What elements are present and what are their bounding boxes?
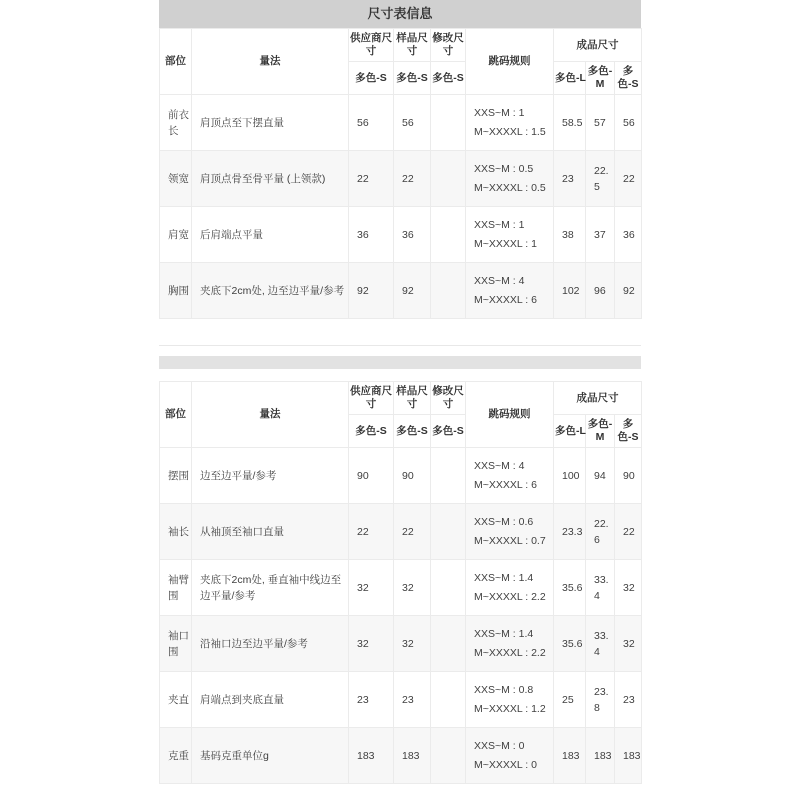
- header-finished-size: 成品尺寸: [554, 29, 642, 62]
- cell-finished-l: 102: [554, 263, 586, 319]
- header-finished-variant-s: 多色-S: [615, 62, 642, 95]
- table-row: [160, 448, 642, 504]
- cell-finished-s: 92: [615, 263, 642, 319]
- size-table-bottom: [159, 381, 642, 784]
- cell-method: 边至边平量/参考: [192, 448, 349, 504]
- cell-sample-size: 56: [394, 95, 431, 151]
- cell-grading-rule: XXS~M : 4 M~XXXXL : 6: [466, 448, 554, 504]
- cell-part: 夹直: [160, 672, 192, 728]
- cell-finished-s: 22: [615, 151, 642, 207]
- table-body: [160, 448, 642, 784]
- cell-finished-l: 35.6: [554, 616, 586, 672]
- cell-finished-s: 32: [615, 560, 642, 616]
- cell-finished-l: 38: [554, 207, 586, 263]
- header-grading-rule: 跳码规则: [466, 29, 554, 95]
- cell-modified-size: [431, 672, 466, 728]
- cell-grading-rule: XXS~M : 0 M~XXXXL : 0: [466, 728, 554, 784]
- header-sample-variant: 多色-S: [394, 62, 431, 95]
- cell-part: 克重: [160, 728, 192, 784]
- table-row: [160, 151, 642, 207]
- cell-method: 肩顶点至下摆直量: [192, 95, 349, 151]
- cell-supplier-size: 22: [349, 504, 394, 560]
- cell-finished-l: 35.6: [554, 560, 586, 616]
- cell-grading-rule: XXS~M : 0.5 M~XXXXL : 0.5: [466, 151, 554, 207]
- cell-supplier-size: 22: [349, 151, 394, 207]
- header-finished-variant-l: 多色-L: [554, 415, 586, 448]
- cell-grading-rule: XXS~M : 1 M~XXXXL : 1: [466, 207, 554, 263]
- cell-finished-s: 32: [615, 616, 642, 672]
- cell-supplier-size: 23: [349, 672, 394, 728]
- header-part: 部位: [160, 29, 192, 95]
- header-supplier-variant: 多色-S: [349, 415, 394, 448]
- cell-modified-size: [431, 263, 466, 319]
- cell-finished-l: 58.5: [554, 95, 586, 151]
- section-divider-line: [159, 345, 641, 346]
- cell-sample-size: 23: [394, 672, 431, 728]
- header-method: 量法: [192, 29, 349, 95]
- cell-finished-m: 57: [586, 95, 615, 151]
- cell-method: 夹底下2cm处, 垂直袖中线边至边平量/参考: [192, 560, 349, 616]
- cell-finished-m: 22.5: [586, 151, 615, 207]
- cell-sample-size: 32: [394, 560, 431, 616]
- header-finished-variant-m: 多色-M: [586, 62, 615, 95]
- cell-part: 袖臂围: [160, 560, 192, 616]
- cell-method: 肩端点到夹底直量: [192, 672, 349, 728]
- cell-modified-size: [431, 728, 466, 784]
- cell-sample-size: 183: [394, 728, 431, 784]
- cell-method: 从袖顶至袖口直量: [192, 504, 349, 560]
- cell-grading-rule: XXS~M : 1.4 M~XXXXL : 2.2: [466, 560, 554, 616]
- table-row: [160, 672, 642, 728]
- cell-method: 基码克重单位g: [192, 728, 349, 784]
- cell-modified-size: [431, 616, 466, 672]
- size-chart-content: [159, 0, 641, 784]
- table-row: [160, 207, 642, 263]
- cell-supplier-size: 56: [349, 95, 394, 151]
- cell-finished-s: 90: [615, 448, 642, 504]
- cell-finished-s: 23: [615, 672, 642, 728]
- header-finished-variant-l: 多色-L: [554, 62, 586, 95]
- cell-modified-size: [431, 504, 466, 560]
- table-row: [160, 560, 642, 616]
- cell-grading-rule: XXS~M : 1.4 M~XXXXL : 2.2: [466, 616, 554, 672]
- cell-supplier-size: 32: [349, 560, 394, 616]
- cell-finished-m: 33.4: [586, 616, 615, 672]
- cell-sample-size: 90: [394, 448, 431, 504]
- cell-finished-s: 36: [615, 207, 642, 263]
- header-method: 量法: [192, 382, 349, 448]
- table-row: [160, 616, 642, 672]
- header-finished-variant-m: 多色-M: [586, 415, 615, 448]
- header-finished-variant-s: 多色-S: [615, 415, 642, 448]
- cell-part: 袖口围: [160, 616, 192, 672]
- header-modified-variant: 多色-S: [431, 415, 466, 448]
- cell-supplier-size: 92: [349, 263, 394, 319]
- size-chart-title-bar: 尺寸表信息: [159, 0, 641, 28]
- header-part: 部位: [160, 382, 192, 448]
- cell-supplier-size: 183: [349, 728, 394, 784]
- cell-supplier-size: 36: [349, 207, 394, 263]
- cell-finished-l: 23.3: [554, 504, 586, 560]
- cell-finished-l: 100: [554, 448, 586, 504]
- cell-sample-size: 92: [394, 263, 431, 319]
- header-sample-size: 样品尺寸: [394, 29, 431, 62]
- cell-method: 后肩端点平量: [192, 207, 349, 263]
- cell-method: 沿袖口边至边平量/参考: [192, 616, 349, 672]
- header-sample-variant: 多色-S: [394, 415, 431, 448]
- cell-finished-s: 22: [615, 504, 642, 560]
- cell-finished-m: 96: [586, 263, 615, 319]
- header-modified-size: 修改尺寸: [431, 29, 466, 62]
- cell-finished-s: 183: [615, 728, 642, 784]
- cell-finished-l: 25: [554, 672, 586, 728]
- header-supplier-size: 供应商尺寸: [349, 29, 394, 62]
- header-finished-size: 成品尺寸: [554, 382, 642, 415]
- cell-finished-s: 56: [615, 95, 642, 151]
- cell-modified-size: [431, 560, 466, 616]
- size-table-top: [159, 28, 642, 319]
- cell-method: 夹底下2cm处, 边至边平量/参考: [192, 263, 349, 319]
- cell-part: 领宽: [160, 151, 192, 207]
- table-row: [160, 504, 642, 560]
- cell-sample-size: 36: [394, 207, 431, 263]
- cell-sample-size: 22: [394, 151, 431, 207]
- cell-modified-size: [431, 151, 466, 207]
- cell-part: 摆围: [160, 448, 192, 504]
- table-row: [160, 95, 642, 151]
- cell-finished-m: 22.6: [586, 504, 615, 560]
- cell-finished-m: 94: [586, 448, 615, 504]
- header-modified-size: 修改尺寸: [431, 382, 466, 415]
- cell-grading-rule: XXS~M : 0.6 M~XXXXL : 0.7: [466, 504, 554, 560]
- cell-sample-size: 32: [394, 616, 431, 672]
- cell-modified-size: [431, 448, 466, 504]
- cell-sample-size: 22: [394, 504, 431, 560]
- cell-finished-l: 183: [554, 728, 586, 784]
- header-supplier-variant: 多色-S: [349, 62, 394, 95]
- table-header: [160, 29, 642, 95]
- table-row: [160, 728, 642, 784]
- header-sample-size: 样品尺寸: [394, 382, 431, 415]
- cell-part: 袖长: [160, 504, 192, 560]
- header-supplier-size: 供应商尺寸: [349, 382, 394, 415]
- cell-part: 前衣长: [160, 95, 192, 151]
- cell-part: 胸围: [160, 263, 192, 319]
- cell-modified-size: [431, 95, 466, 151]
- cell-finished-m: 183: [586, 728, 615, 784]
- table-body: [160, 95, 642, 319]
- table-header: [160, 382, 642, 448]
- cell-supplier-size: 32: [349, 616, 394, 672]
- cell-finished-m: 33.4: [586, 560, 615, 616]
- section-divider-bar: [159, 356, 641, 369]
- cell-grading-rule: XXS~M : 1 M~XXXXL : 1.5: [466, 95, 554, 151]
- table-row: [160, 263, 642, 319]
- cell-modified-size: [431, 207, 466, 263]
- cell-part: 肩宽: [160, 207, 192, 263]
- cell-method: 肩顶点骨至骨平量 (上领款): [192, 151, 349, 207]
- cell-grading-rule: XXS~M : 4 M~XXXXL : 6: [466, 263, 554, 319]
- cell-supplier-size: 90: [349, 448, 394, 504]
- cell-finished-m: 23.8: [586, 672, 615, 728]
- header-modified-variant: 多色-S: [431, 62, 466, 95]
- cell-finished-l: 23: [554, 151, 586, 207]
- cell-finished-m: 37: [586, 207, 615, 263]
- header-grading-rule: 跳码规则: [466, 382, 554, 448]
- cell-grading-rule: XXS~M : 0.8 M~XXXXL : 1.2: [466, 672, 554, 728]
